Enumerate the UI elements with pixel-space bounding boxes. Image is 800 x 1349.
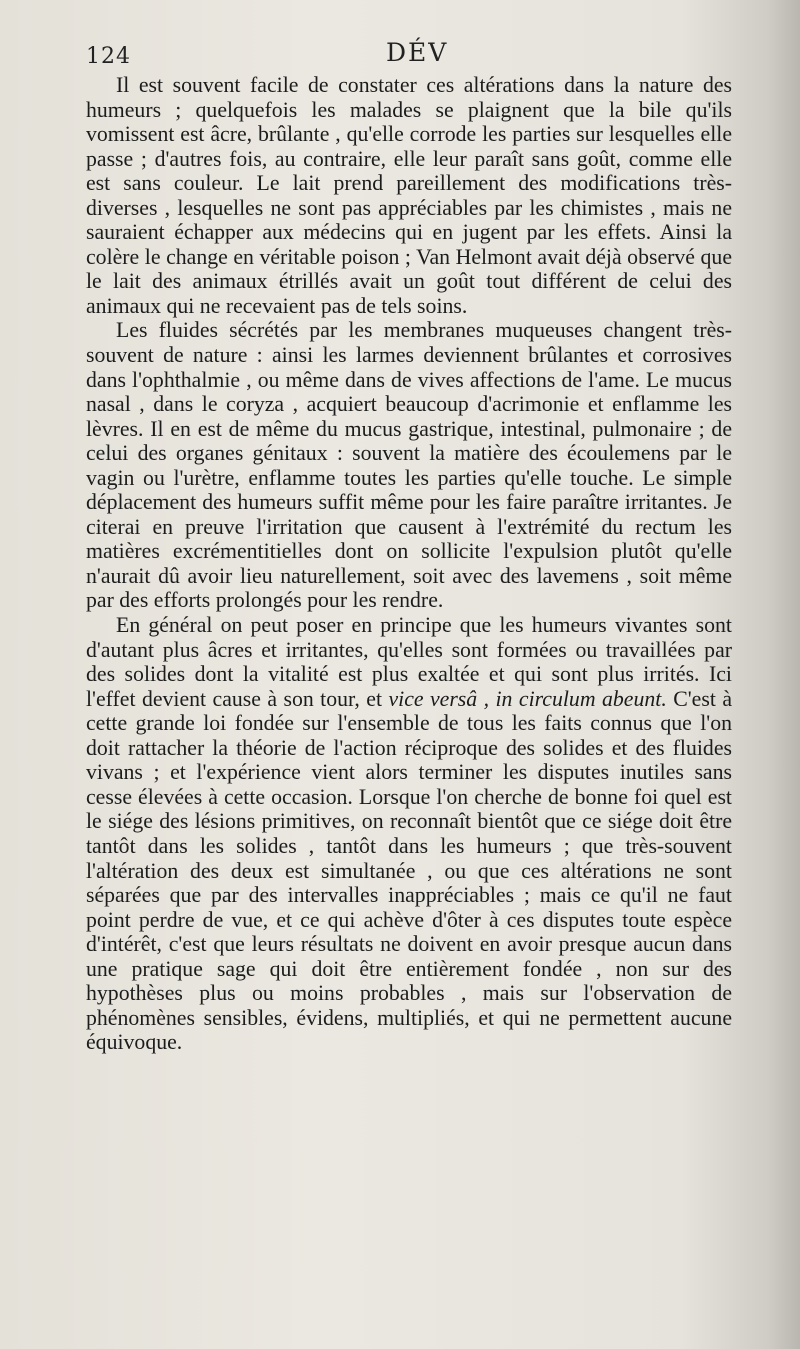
running-head: DÉV xyxy=(386,38,449,67)
page-number: 124 xyxy=(86,44,131,69)
body-text xyxy=(86,73,732,1055)
paragraph-2: Les fluides sécrétés par les membranes muqueuses changent très-souvent de nature : ainsi les larmes deviennent brûlantes et corrosives dans l'ophthalmie , ou même dans de vives affections de l'ame. Le mucus nasal , dans le coryza , acquiert beaucoup d'acrimonie et enflamme les lèvres. Il en est de même du mucus gastrique, intestinal, pulmonaire ; de celui des organes génitaux : souvent la matière des écoulemens par le vagin ou l'urètre, enflamme toutes les parties qu'elle touche. Le simple déplacement des humeurs suffit même pour les faire paraître irritantes. Je citerai en preuve l'irritation que causent à l'extrémité du rectum les matières excrémentitielles dont on sollicite l'expulsion plutôt qu'elle n'aurait dû avoir lieu naturellement, soit avec des lavemens , soit même par des efforts prolongés pour les rendre. xyxy=(86,318,732,613)
page-header xyxy=(86,38,736,72)
paragraph-3-text-start: En général on peut poser en principe que les humeurs vivantes sont d'autant plus âcres et irritantes, qu'elles sont formées ou travaillées par des solides dont la vitalité est plus exaltée et qui sont plus irrités. Ici l'effet devient cause à son tour, et xyxy=(86,613,732,711)
paragraph-3 xyxy=(86,613,732,1055)
latin-phrase: vice versâ , in circulum abeunt. xyxy=(388,686,667,711)
paragraph-1: Il est souvent facile de constater ces altérations dans la nature des humeurs ; quelquefois les malades se plaignent que la bile qu'ils vomissent est âcre, brûlante , qu'elle corrode les parties sur lesquelles elle passe ; d'autres fois, au contraire, elle leur paraît sans goût, comme elle est sans couleur. Le lait prend pareillement des modifications très-diverses , lesquelles ne sont pas appréciables par les chimistes , mais ne sauraient échapper aux médecins qui en jugent par les effets. Ainsi la colère le change en véritable poison ; Van Helmont avait déjà observé que le lait des animaux étrillés avait un goût tout différent de celui des animaux qui ne recevaient pas de tels soins. xyxy=(86,73,732,318)
paragraph-3-text-end: C'est à cette grande loi fondée sur l'ensemble de tous les faits connus que l'on doit rattacher la théorie de l'action réciproque des solides et des fluides vivans ; et l'expérience vient alors terminer les disputes inutiles sans cesse élevées à cette occasion. Lorsque l'on cherche de bonne foi quel est le siége des lésions primitives, on reconnaît bientôt que ce siége doit être tantôt dans les solides , tantôt dans les humeurs ; que très-souvent l'altération des deux est simultanée , ou que ces altérations ne sont séparées que par des intervalles inappréciables ; mais ce qu'il ne faut point perdre de vue, et ce qui achève d'ôter à ces disputes toute espèce d'intérêt, c'est que leurs résultats ne doivent en avoir presque aucun dans une pratique sage qui doit être entièrement fondée , non sur des hypothèses plus ou moins probables , mais sur l'observation de phénomènes sensibles, évidens, multipliés, et qui ne permettent aucune équivoque. xyxy=(86,686,732,1055)
